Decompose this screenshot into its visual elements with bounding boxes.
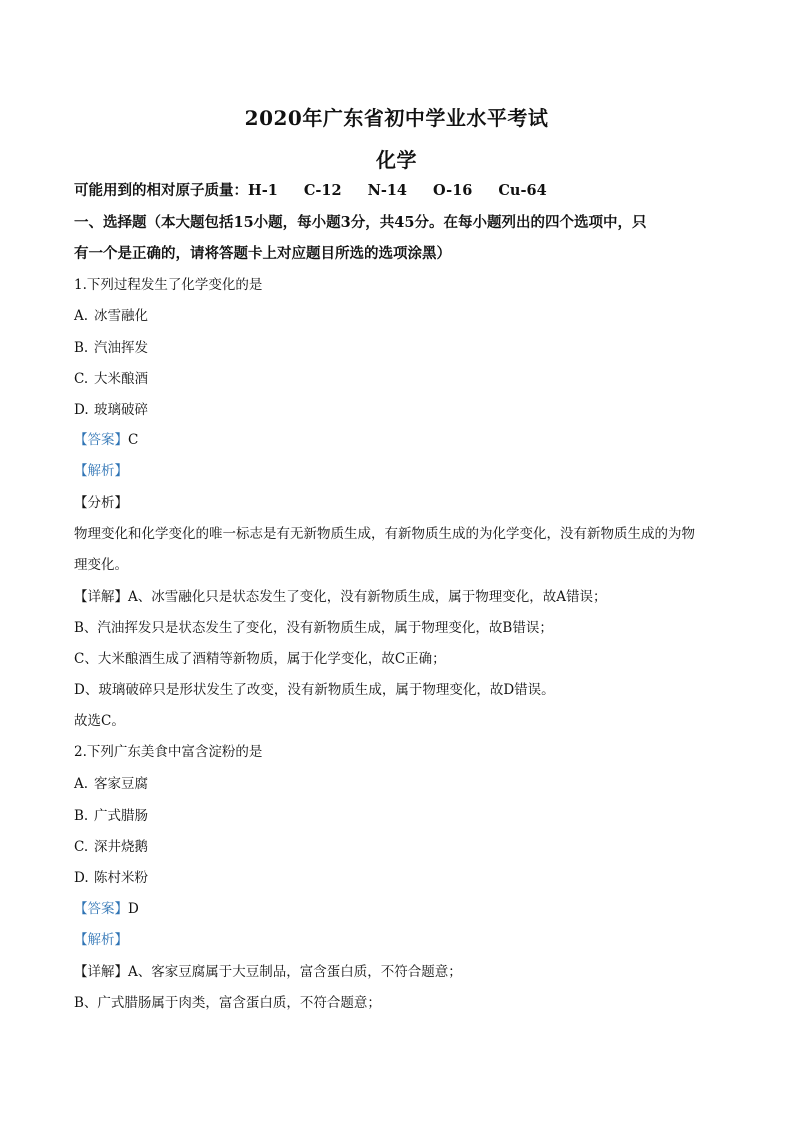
q1-detail-d: D、玻璃破碎只是形状发生了改变，没有新物质生成，属于物理变化，故D错误。 (74, 682, 555, 698)
q1-option-d (74, 400, 148, 420)
q1-option-b (74, 338, 148, 358)
q2-option-a (74, 774, 148, 794)
option-letter: B. (74, 808, 89, 824)
option-text: 广式腊肠 (94, 808, 148, 824)
option-letter: D. (74, 402, 89, 418)
section-heading-line1: 一、选择题（本大题包括15小题，每小题3分，共45分。在每小题列出的四个选项中，只 (74, 214, 647, 231)
q2-option-c (74, 837, 148, 857)
exam-title: 2020年广东省初中学业水平考试 (244, 106, 549, 130)
option-letter: B. (74, 340, 89, 356)
q2-answer (74, 899, 139, 919)
option-letter: A. (74, 776, 89, 792)
detail-text: A、客家豆腐属于大豆制品，富含蛋白质，不符合题意； (128, 964, 462, 980)
subject-title: 化学 (376, 148, 417, 172)
q1-analysis-tag: 【解析】 (74, 463, 128, 479)
atomic-masses-label: 可能用到的相对原子质量： (74, 182, 248, 199)
q2-analysis-tag: 【解析】 (74, 932, 128, 948)
q1-answer (74, 430, 138, 450)
mass-o: O-16 (433, 182, 473, 199)
detail-tag: 【详解】 (74, 964, 128, 980)
mass-n: N-14 (367, 182, 408, 199)
option-letter: A. (74, 308, 89, 324)
mass-h: H-1 (248, 182, 278, 199)
q1-detail-a (74, 587, 607, 607)
answer-value: D (128, 901, 139, 917)
option-text: 玻璃破碎 (94, 402, 148, 418)
q2-detail-b: B、广式腊肠属于肉类，富含蛋白质，不符合题意； (74, 995, 381, 1011)
option-letter: C. (74, 371, 89, 387)
answer-tag: 【答案】 (74, 901, 128, 917)
q1-detail-c: C、大米酿酒生成了酒精等新物质，属于化学变化，故C正确； (74, 651, 446, 667)
option-letter: C. (74, 839, 89, 855)
option-text: 深井烧鹅 (94, 839, 148, 855)
q1-fenxi-tag: 【分析】 (74, 495, 128, 511)
q1-option-c (74, 369, 148, 389)
q1-conclusion: 故选C。 (74, 713, 125, 729)
mass-cu: Cu-64 (498, 182, 547, 199)
option-text: 客家豆腐 (94, 776, 148, 792)
option-text: 汽油挥发 (94, 340, 148, 356)
detail-text: A、冰雪融化只是状态发生了变化，没有新物质生成，属于物理变化，故A错误； (128, 589, 607, 605)
section-heading-line2: 有一个是正确的，请将答题卡上对应题目所选的选项涂黑） (74, 245, 451, 262)
answer-tag: 【答案】 (74, 432, 128, 448)
q1-stem: 1.下列过程发生了化学变化的是 (74, 277, 263, 293)
q1-detail-b: B、汽油挥发只是状态发生了变化，没有新物质生成，属于物理变化，故B错误； (74, 620, 553, 636)
option-text: 陈村米粉 (94, 870, 148, 886)
q1-option-a (74, 306, 148, 326)
q1-fenxi-line2: 理变化。 (74, 557, 128, 573)
answer-value: C (128, 432, 139, 448)
mass-c: C-12 (303, 182, 342, 199)
q2-option-b (74, 806, 148, 826)
q2-detail-a (74, 962, 462, 982)
q2-stem: 2.下列广东美食中富含淀粉的是 (74, 744, 263, 760)
option-text: 大米酿酒 (94, 371, 148, 387)
option-letter: D. (74, 870, 89, 886)
option-text: 冰雪融化 (94, 308, 148, 324)
q2-option-d (74, 868, 148, 888)
detail-tag: 【详解】 (74, 589, 128, 605)
atomic-masses (74, 181, 547, 201)
q1-fenxi-line1: 物理变化和化学变化的唯一标志是有无新物质生成，有新物质生成的为化学变化，没有新物质生成的为物 (74, 526, 695, 542)
